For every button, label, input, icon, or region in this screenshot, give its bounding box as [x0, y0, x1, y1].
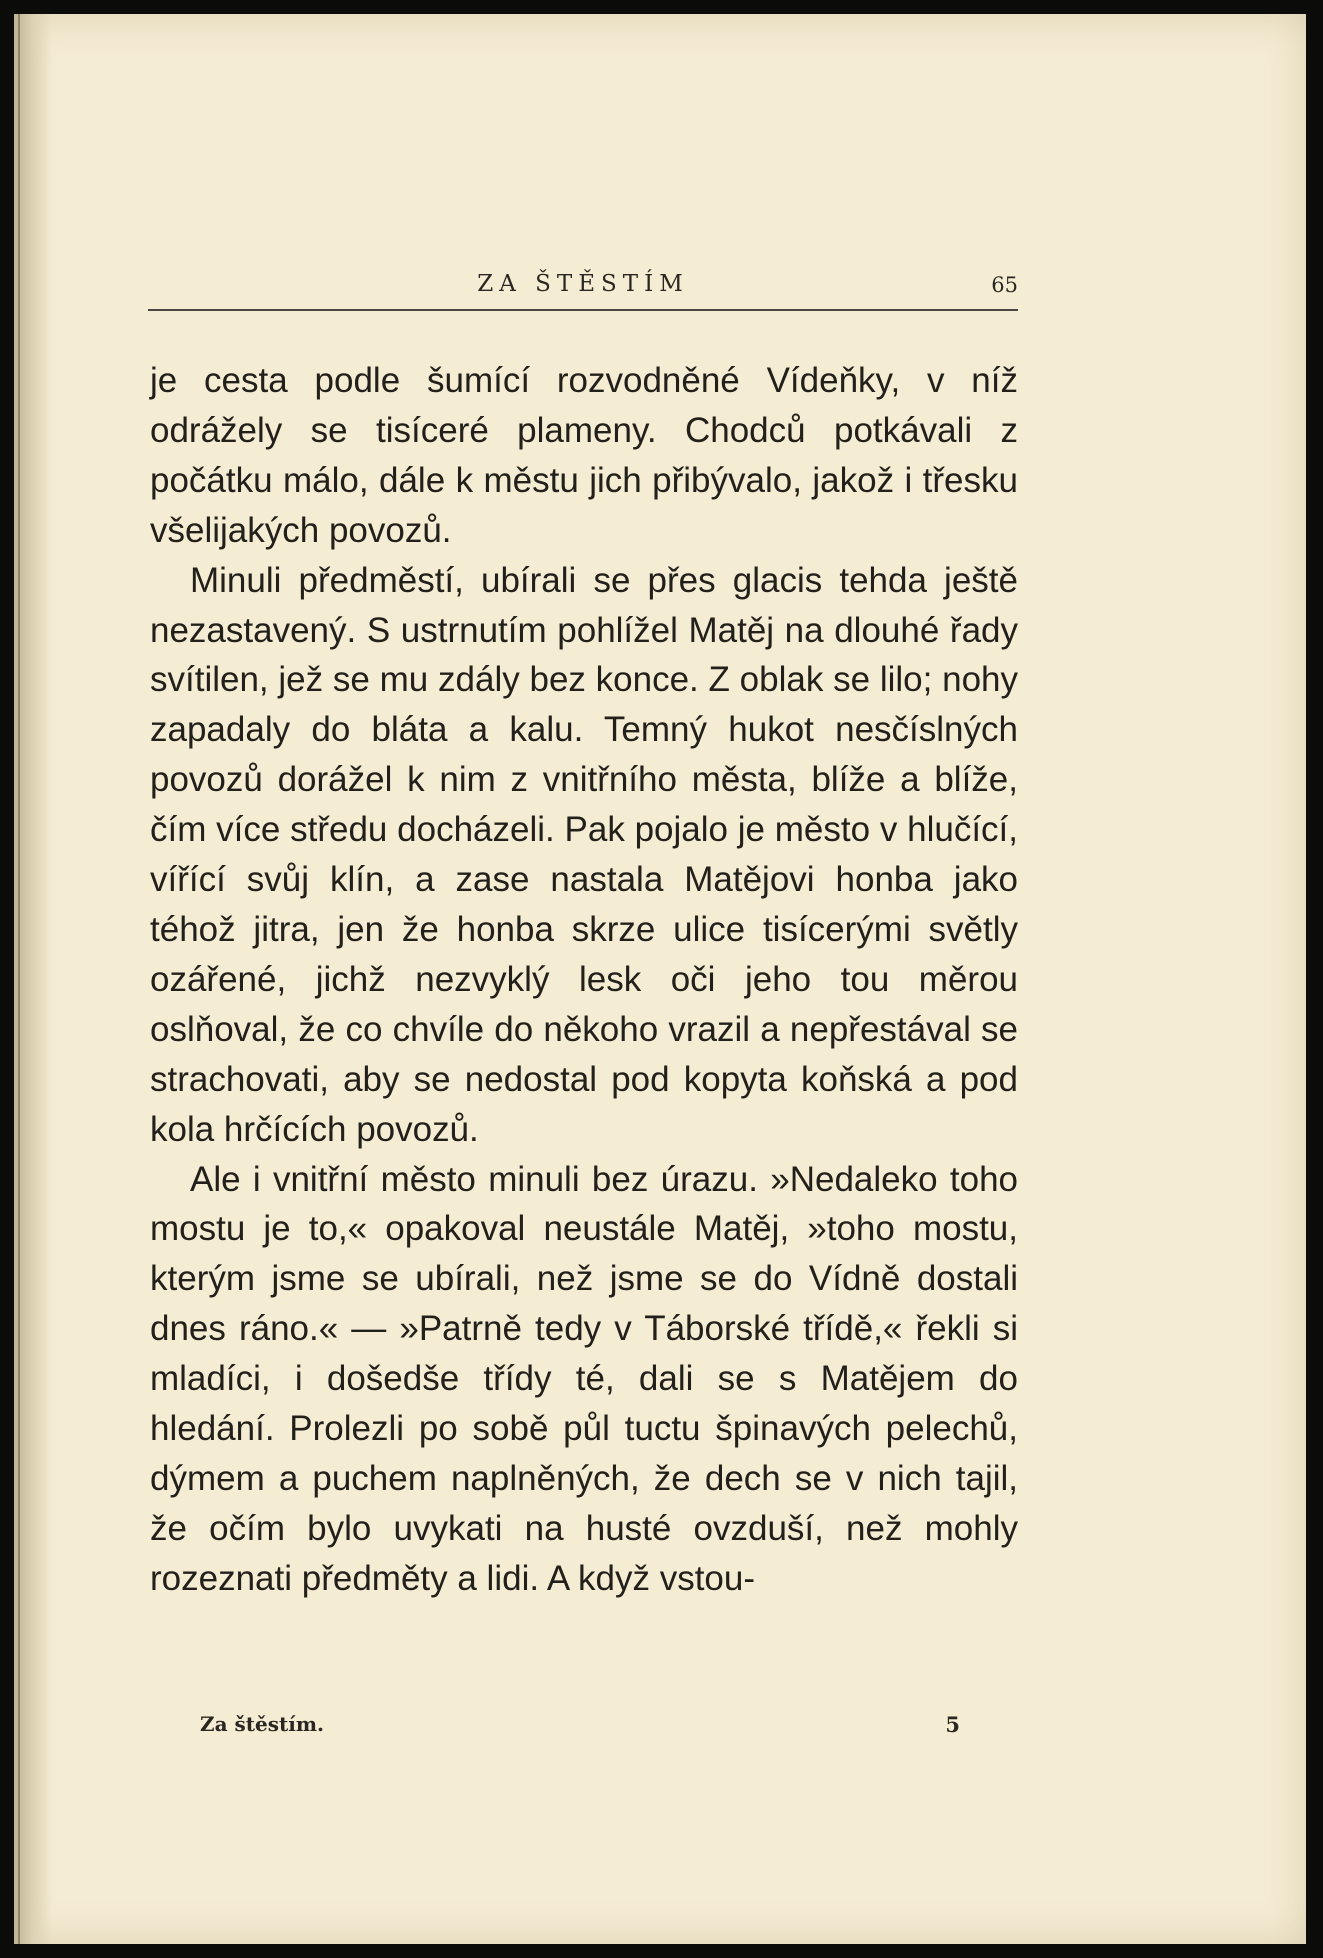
body-text	[150, 356, 1018, 1604]
header-rule	[148, 309, 1018, 311]
page-footer	[200, 1712, 960, 1742]
printer-signature-number: 5	[945, 1712, 960, 1737]
paragraph: Minuli předměstí, ubírali se přes glacis tehda ještě nezastavený. S ustrnutím pohlížel Matěj na dlouhé řady svítilen, jež se mu zdály bez konce. Z oblak se lilo; nohy zapadaly do bláta a kalu. Temný hukot nesčíslných povozů dorážel k nim z vnitřního města, blíže a blíže, čím více středu docházeli. Pak pojalo je město v hlučící, vířící svůj klín, a zase nastala Matějovi honba jako téhož jitra, jen že honba skrze ulice tisícerými světly ozářené, jichž nezvyklý lesk oči jeho tou měrou oslňoval, že co chvíle do někoho vrazil a nepřestával se strachovati, aby se nedostal pod kopyta koňská a pod kola hrčících povozů.	[150, 560, 1018, 1149]
printer-signature-title: Za štěstím.	[200, 1712, 324, 1736]
running-title: ZA ŠTĚSTÍM	[477, 271, 689, 297]
paragraph: Ale i vnitřní město minuli bez úrazu. »Nedaleko toho mostu je to,« opakoval neustále Matěj, »toho mostu, kterým jsme se ubírali, než jsme se do Vídně dostali dnes ráno.« — »Patrně tedy v Táborské třídě,« řekli si mladíci, i došedše třídy té, dali se s Matějem do hledání. Prolezli po sobě půl tuctu špinavých pelechů, dýmem a puchem naplněných, že dech se v nich tajil, že očím bylo uvykati na husté ovzduší, než mohly rozeznati předměty a lidi. A když vstou-	[150, 1159, 1018, 1598]
page-number: 65	[991, 273, 1018, 297]
running-header	[148, 267, 1018, 315]
page-edge-line	[18, 14, 20, 1944]
paragraph-continuation: je cesta podle šumící rozvodněné Vídeňky, v níž odrážely se tisíceré plameny. Chodců potkávali z počátku málo, dále k městu jich přibývalo, jakož i třesku všelijakých povozů.	[150, 361, 1018, 550]
